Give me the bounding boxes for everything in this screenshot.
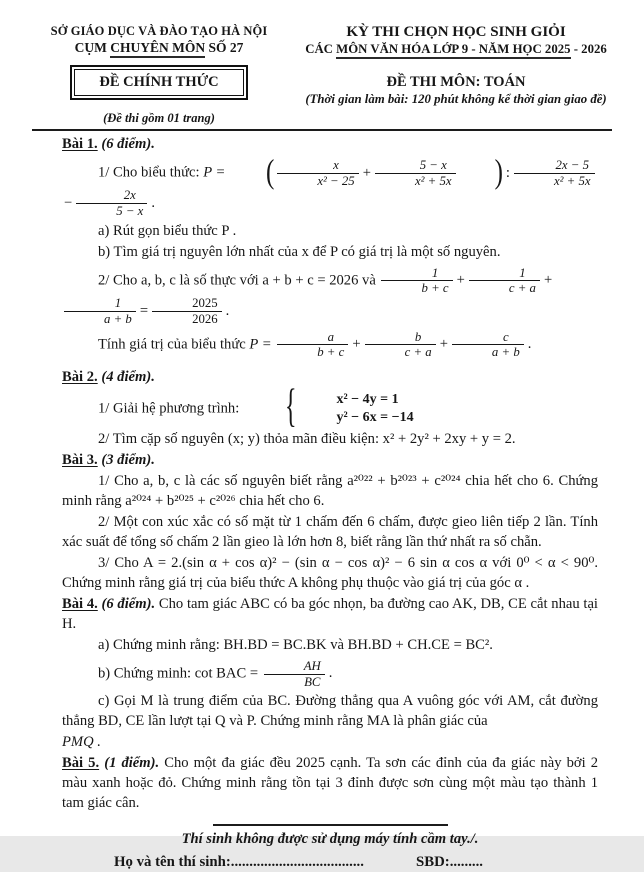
numerator: x bbox=[333, 157, 339, 172]
problem-1b: b) Tìm giá trị nguyên lớn nhất của x để P có giá trị là một số nguyên. bbox=[98, 243, 501, 260]
denominator: a + b bbox=[64, 311, 136, 327]
fraction bbox=[275, 158, 360, 188]
period: . bbox=[527, 336, 532, 353]
denominator: x² − 25 bbox=[277, 173, 358, 189]
problem-2-title: Bài 2. bbox=[62, 368, 98, 385]
system-brace: { bbox=[284, 382, 297, 433]
problem-4a: a) Chứng minh rằng: BH.BD = BC.BK và BH.BD + CH.CE = BC². bbox=[98, 636, 493, 653]
problem-3-part3: 3/ Cho A = 2.(sin α + cos α)² − (sin α − cos α)² − 6 sin α cos α với 0⁰ < α < 90⁰. Chứng minh rằng giá trị của biểu thức A không phụ thuộc vào giá trị của góc α . bbox=[62, 554, 598, 591]
minus-sign: − bbox=[64, 194, 73, 211]
left-paren: ( bbox=[266, 153, 275, 191]
part1-label: 1/ Cho biểu thức: bbox=[98, 164, 200, 181]
denominator: c + a bbox=[365, 344, 436, 360]
problem-3-points: (3 điểm). bbox=[101, 451, 155, 468]
problem-3-title: Bài 3. bbox=[62, 451, 98, 468]
right-paren: ) bbox=[494, 153, 503, 191]
plus-sign: + bbox=[456, 272, 465, 289]
exam-type-box-wrap bbox=[30, 65, 288, 100]
unit-suffix: SỐ 27 bbox=[205, 40, 244, 55]
problem-4-heading bbox=[62, 595, 598, 635]
compute-label: Tính giá trị của biểu thức bbox=[98, 336, 246, 353]
numerator: 2x − 5 bbox=[555, 157, 590, 172]
header-right-column bbox=[288, 24, 618, 126]
plus-sign: + bbox=[362, 164, 371, 181]
problem-5-text: Cho một đa giác đều 2025 cạnh. Ta sơn các đỉnh của đa giác này bởi 2 màu xanh hoặc đỏ. Chứng minh rằng tồn tại 3 đỉnh được sơn cùng một màu tạo thành 1 tam giác cân. bbox=[62, 755, 599, 812]
unit-prefix: CỤM bbox=[74, 40, 111, 55]
part-b-text: b) Chứng minh: cot BAC = bbox=[98, 665, 259, 682]
equals-sign: = bbox=[139, 302, 149, 319]
fraction bbox=[62, 296, 138, 326]
numerator: c bbox=[503, 329, 509, 344]
problem-3-part2: 2/ Một con xúc xắc có số mặt từ 1 chấm đến 6 chấm, được gieo liên tiếp 2 lần. Tính xác suất để tổng số chấm 2 lần gieo là lớn hơn 8, biết rằng lần thứ nhất ra số chẵn. bbox=[62, 513, 598, 550]
time-note: (Thời gian làm bài: 120 phút không kể thời gian giao đề) bbox=[305, 92, 607, 106]
header-left-column bbox=[30, 24, 288, 126]
equation-1: x² − 4y = 1 bbox=[336, 391, 399, 407]
numerator: 1 bbox=[431, 265, 439, 280]
plus-sign: + bbox=[352, 336, 361, 353]
equation-system bbox=[300, 391, 413, 427]
numerator: 2025 bbox=[192, 296, 218, 311]
candidate-number-field: SBD:......... bbox=[415, 854, 483, 871]
problem-1a: a) Rút gọn biểu thức P . bbox=[98, 222, 237, 239]
division-colon: : bbox=[505, 164, 510, 181]
unit-underlined: CHUYÊN MÔN bbox=[110, 40, 205, 58]
fraction bbox=[512, 158, 597, 188]
part2-text: 2/ Cho a, b, c là số thực với a + b + c = 2026 và bbox=[98, 272, 376, 289]
exam-type-label: ĐỀ CHÍNH THỨC bbox=[74, 69, 243, 96]
issuing-authority: SỞ GIÁO DỤC VÀ ĐÀO TẠO HÀ NỘI bbox=[50, 24, 268, 38]
denominator: x² + 5x bbox=[514, 173, 595, 189]
fraction bbox=[450, 330, 526, 360]
problem-1-heading bbox=[62, 135, 598, 155]
problem-2-part2: 2/ Tìm cặp số nguyên (x; y) thỏa mãn điều kiện: x² + 2y² + 2xy + y = 2. bbox=[98, 430, 516, 447]
problem-1-part2 bbox=[62, 266, 598, 327]
equation-2: y² − 6x = −14 bbox=[336, 410, 414, 426]
denominator: a + b bbox=[452, 344, 524, 360]
issuing-unit bbox=[30, 40, 288, 56]
numerator: 1 bbox=[114, 296, 122, 311]
exam-name: KỲ THI CHỌN HỌC SINH GIỎI bbox=[346, 24, 566, 40]
numerator: 2x bbox=[123, 188, 136, 203]
fraction bbox=[467, 266, 542, 296]
exam-body bbox=[0, 131, 644, 872]
denominator: c + a bbox=[469, 280, 540, 296]
denominator: 5 − x bbox=[76, 203, 147, 219]
problem-3-part1: 1/ Cho a, b, c là các số nguyên biết rằng a²⁰²² + b²⁰²³ + c²⁰²⁴ chia hết cho 6. Chứng minh rằng a²⁰²⁴ + b²⁰²⁵ + c²⁰²⁶ chia hết cho 6. bbox=[62, 472, 598, 509]
problem-4-intro: Cho tam giác ABC có ba góc nhọn, ba đường cao AK, DB, CE cắt nhau tại H. bbox=[62, 595, 598, 632]
problem-5-title: Bài 5. bbox=[62, 755, 100, 772]
problem-2-points: (4 điểm). bbox=[101, 368, 155, 385]
numerator: b bbox=[414, 329, 422, 344]
page-count-note: (Đề thi gồm 01 trang) bbox=[103, 111, 215, 125]
problem-5 bbox=[62, 754, 598, 814]
problem-4b bbox=[62, 659, 598, 689]
fraction bbox=[373, 158, 458, 188]
scope-prefix: CÁC bbox=[305, 42, 337, 56]
fraction bbox=[262, 659, 327, 689]
scope-underlined: MÔN VĂN HÓA LỚP 9 - NĂM HỌC 2025 bbox=[336, 42, 570, 59]
numerator: 1 bbox=[519, 265, 526, 280]
fraction bbox=[275, 330, 350, 360]
plus-sign: + bbox=[543, 272, 553, 289]
p-equals: P = bbox=[203, 164, 226, 181]
problem-4c-angle: PMQ . bbox=[62, 734, 101, 751]
problem-2-heading bbox=[62, 368, 598, 388]
problem-3-heading bbox=[62, 451, 598, 471]
numerator: AH bbox=[303, 658, 321, 673]
period: . bbox=[328, 665, 333, 682]
problem-4-title: Bài 4. bbox=[62, 595, 98, 612]
exam-type-box bbox=[70, 65, 247, 100]
denominator: x² + 5x bbox=[375, 173, 456, 189]
part1-label: 1/ Giải hệ phương trình: bbox=[98, 400, 240, 417]
subject-title: ĐỀ THI MÔN: TOÁN bbox=[386, 74, 526, 90]
fraction bbox=[74, 188, 149, 218]
problem-1-points: (6 điểm). bbox=[101, 136, 155, 152]
plus-sign: + bbox=[439, 336, 448, 353]
problem-1-part2-question bbox=[62, 330, 598, 360]
denominator: BC bbox=[264, 674, 325, 690]
problem-2-part1 bbox=[62, 382, 598, 433]
footer-divider bbox=[213, 824, 448, 826]
header bbox=[0, 0, 644, 126]
exam-scope bbox=[294, 42, 618, 57]
fraction bbox=[363, 330, 438, 360]
period: . bbox=[151, 194, 156, 211]
problem-1-title: Bài 1. bbox=[62, 136, 98, 152]
fraction bbox=[379, 266, 454, 296]
problem-4-points: (6 điểm). bbox=[101, 595, 156, 612]
p-equals: P = bbox=[249, 336, 272, 353]
fraction bbox=[150, 296, 224, 326]
problem-4c: c) Gọi M là trung điểm của BC. Đường thẳng qua A vuông góc với AM, cắt đường thẳng BD, CE lần lượt tại Q và P. Chứng minh rằng MA là phân giác của bbox=[62, 693, 598, 730]
scope-suffix: - 2026 bbox=[570, 42, 607, 56]
candidate-name-field: Họ và tên thí sinh:.................................... bbox=[114, 854, 364, 871]
denominator: 2026 bbox=[152, 311, 222, 327]
period: . bbox=[225, 302, 230, 319]
denominator: b + c bbox=[277, 344, 348, 360]
numerator: 5 − x bbox=[419, 157, 447, 172]
candidate-line bbox=[62, 850, 598, 872]
problem-5-points: (1 điểm). bbox=[104, 755, 160, 772]
calculator-note: Thí sinh không được sử dụng máy tính cầm tay./. bbox=[181, 831, 479, 848]
section-gap bbox=[62, 363, 598, 367]
denominator: b + c bbox=[381, 280, 452, 296]
problem-1-part1-formula bbox=[62, 153, 598, 219]
numerator: a bbox=[327, 329, 334, 344]
